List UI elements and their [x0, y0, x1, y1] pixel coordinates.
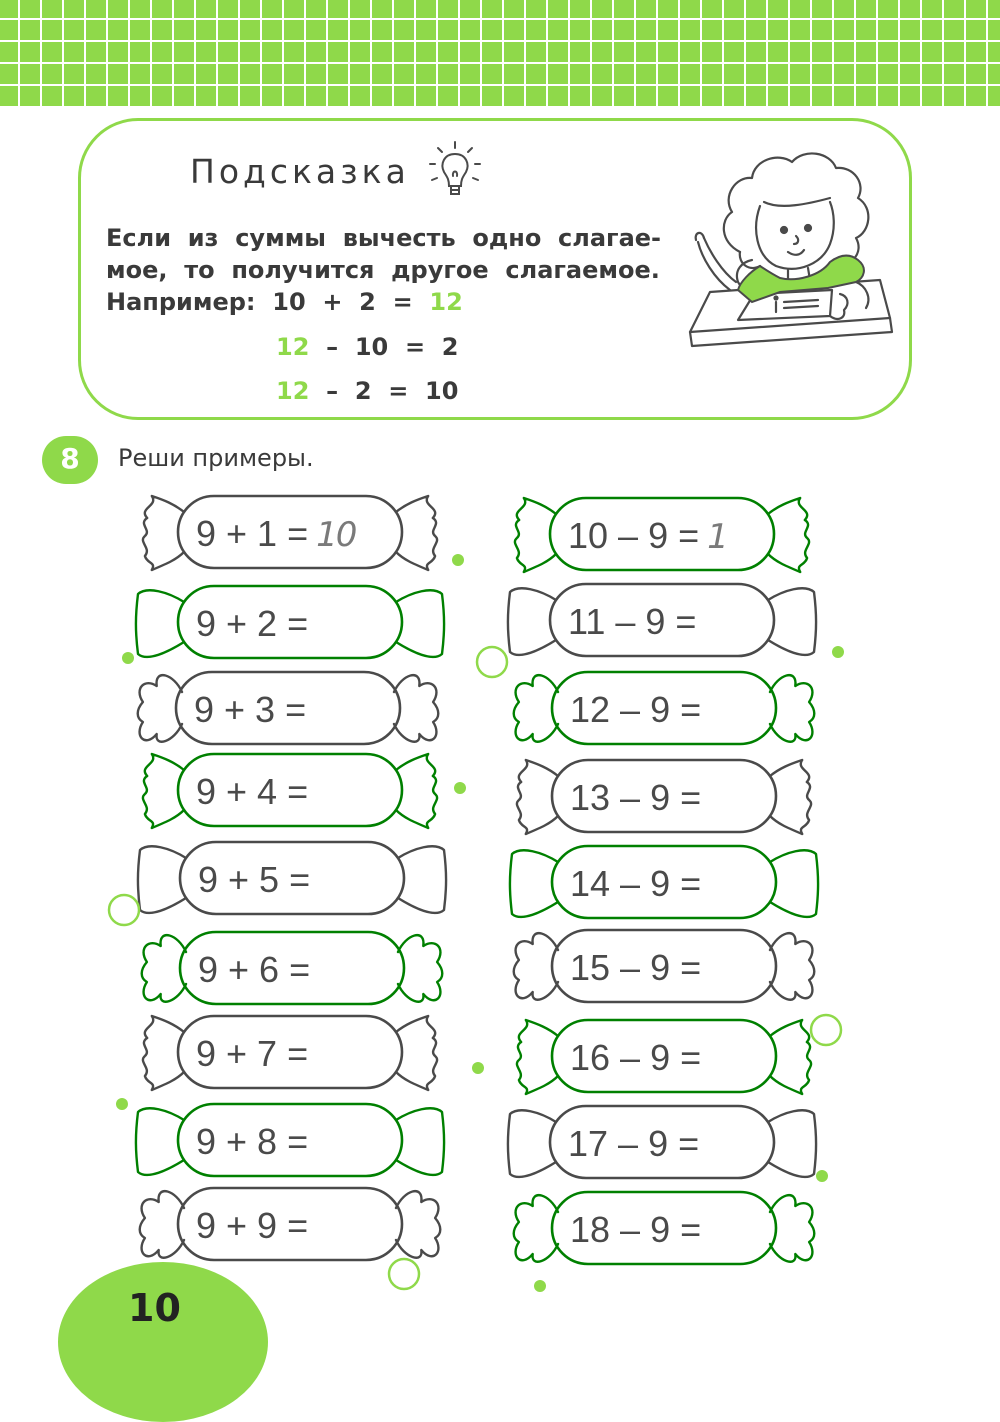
decor-dot — [472, 1062, 484, 1074]
answer-slot[interactable] — [714, 940, 764, 992]
candy-left-2 — [136, 586, 444, 658]
hint-line-3-result: 12 — [429, 288, 463, 316]
example-expression: 9 + 7 = — [196, 1033, 309, 1074]
example-expression: 9 + 1 = — [196, 513, 309, 554]
example-expression: 17 – 9 = — [568, 1123, 700, 1164]
decor-dot — [534, 1280, 546, 1292]
decor-dot — [122, 652, 134, 664]
example-answer[interactable]: 10 — [316, 515, 356, 555]
candy-left-9 — [140, 1188, 441, 1260]
example-expression: 9 + 9 = — [196, 1205, 309, 1246]
example-expression: 9 + 8 = — [196, 1121, 309, 1162]
candy-right-9 — [514, 1192, 815, 1264]
example-expression: 18 – 9 = — [570, 1209, 702, 1250]
decor-ring — [477, 647, 507, 677]
candy-right-4 — [517, 760, 811, 834]
example-expression: 14 – 9 = — [570, 863, 702, 904]
candy-right-2 — [508, 584, 816, 656]
hint-line-3-prefix: Например: 10 + 2 = — [106, 288, 430, 316]
decor-dot — [816, 1170, 828, 1182]
answer-slot[interactable] — [342, 942, 392, 994]
hint-line-4-rest: – 10 = 2 — [309, 333, 459, 361]
answer-slot[interactable] — [714, 856, 764, 908]
answer-slot[interactable] — [712, 1116, 762, 1168]
answer-slot[interactable] — [714, 682, 764, 734]
answer-slot[interactable] — [338, 682, 388, 734]
answer-slot[interactable] — [340, 1114, 390, 1166]
example-expression: 12 – 9 = — [570, 689, 702, 730]
page-number: 10 — [128, 1286, 181, 1330]
candy-left-1 — [143, 496, 437, 570]
hint-title: Подсказка — [190, 152, 410, 191]
answer-slot[interactable] — [342, 852, 392, 904]
example-expression: 15 – 9 = — [570, 947, 702, 988]
answer-slot[interactable] — [712, 594, 762, 646]
decor-ring — [109, 895, 139, 925]
example-expression: 9 + 5 = — [198, 859, 311, 900]
hint-line-1: Если из суммы вычесть одно слагае- — [106, 224, 662, 252]
example-expression: 10 – 9 = — [568, 515, 700, 556]
example-expression: 9 + 6 = — [198, 949, 311, 990]
task-number: 8 — [60, 442, 80, 475]
candy-right-3 — [514, 672, 815, 744]
example-answer[interactable]: 1 — [707, 517, 727, 557]
answer-slot[interactable] — [340, 1026, 390, 1078]
candy-left-6 — [142, 932, 443, 1004]
answer-slot[interactable] — [340, 1198, 390, 1250]
task-instruction: Реши примеры. — [118, 444, 314, 472]
decor-dot — [452, 554, 464, 566]
answer-slot[interactable] — [340, 764, 390, 816]
decor-dot — [116, 1098, 128, 1110]
example-expression: 13 – 9 = — [570, 777, 702, 818]
example-expression: 9 + 4 = — [196, 771, 309, 812]
candy-left-8 — [136, 1104, 444, 1176]
hint-line-5-rest: – 2 = 10 — [309, 377, 459, 405]
answer-slot[interactable] — [340, 596, 390, 648]
decor-dot — [454, 782, 466, 794]
hint-line-5-first: 12 — [276, 377, 310, 405]
example-expression: 9 + 2 = — [196, 603, 309, 644]
candy-left-4 — [143, 754, 437, 828]
decor-dot — [832, 646, 844, 658]
candy-right-1 — [515, 498, 809, 572]
answer-slot[interactable] — [714, 1030, 764, 1082]
candy-right-7 — [517, 1020, 811, 1094]
decor-ring — [389, 1259, 419, 1289]
hint-line-4-first: 12 — [276, 333, 310, 361]
candy-right-5 — [510, 846, 818, 918]
answer-slot[interactable] — [714, 1202, 764, 1254]
answer-slot[interactable] — [714, 770, 764, 822]
hint-line-2: мое, то получится другое слагаемое. — [106, 256, 660, 284]
example-expression: 11 – 9 = — [568, 601, 697, 642]
candy-left-3 — [138, 672, 439, 744]
candy-left-7 — [143, 1016, 437, 1090]
example-expression: 9 + 3 = — [194, 689, 307, 730]
decor-ring — [811, 1015, 841, 1045]
candy-right-8 — [508, 1106, 816, 1178]
example-expression: 16 – 9 = — [570, 1037, 702, 1078]
candy-right-6 — [514, 930, 815, 1002]
candy-left-5 — [138, 842, 446, 914]
